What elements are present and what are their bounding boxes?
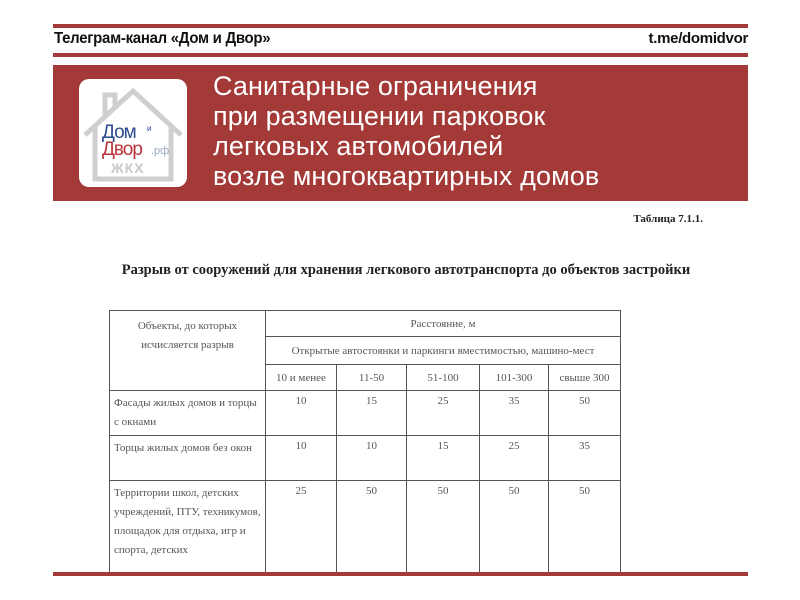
object-cell: Территории школ, детских учреждений, ПТУ, техникумов, площадок для отдыха, игр и спорта, детских — [110, 481, 266, 574]
value-cell: 10 — [337, 436, 407, 481]
distance-table — [109, 310, 621, 574]
table-row — [110, 481, 621, 574]
banner-title-line: при размещении парковок — [213, 101, 546, 131]
value-cell: 10 — [266, 436, 337, 481]
logo-text-dom: Дом — [102, 122, 136, 143]
header-divider — [53, 53, 748, 57]
value-cell: 25 — [266, 481, 337, 574]
logo-text-zhkh: ЖКХ — [111, 160, 145, 176]
header-distance: Расстояние, м — [266, 311, 621, 337]
logo-text-rf: .рф — [151, 145, 170, 157]
value-cell: 50 — [549, 391, 621, 436]
value-cell: 25 — [407, 391, 480, 436]
value-cell: 25 — [480, 436, 549, 481]
table-row — [110, 436, 621, 481]
capacity-header: 11-50 — [337, 365, 407, 391]
logo-text-dvor: Двор — [102, 139, 142, 160]
object-cell: Фасады жилых домов и торцы с окнами — [110, 391, 266, 436]
capacity-header: свыше 300 — [549, 365, 621, 391]
capacity-header: 51-100 — [407, 365, 480, 391]
bottom-divider — [53, 572, 748, 576]
value-cell: 35 — [480, 391, 549, 436]
channel-name: Телеграм-канал «Дом и Двор» — [54, 29, 271, 48]
title-banner — [53, 65, 748, 201]
header-objects: Объекты, до которых исчисляется разрыв — [110, 311, 266, 391]
value-cell: 15 — [337, 391, 407, 436]
table-number: Таблица 7.1.1. — [633, 213, 703, 225]
capacity-header: 10 и менее — [266, 365, 337, 391]
banner-title-line: Санитарные ограничения — [213, 71, 538, 101]
value-cell: 50 — [407, 481, 480, 574]
table-title: Разрыв от сооружений для хранения легкового автотранспорта до объектов застройки — [121, 262, 691, 278]
value-cell: 50 — [337, 481, 407, 574]
value-cell: 35 — [549, 436, 621, 481]
value-cell: 50 — [549, 481, 621, 574]
logo — [79, 79, 187, 187]
capacity-header: 101-300 — [480, 365, 549, 391]
object-cell: Торцы жилых домов без окон — [110, 436, 266, 481]
top-divider — [53, 24, 748, 28]
table-row — [110, 391, 621, 436]
channel-link[interactable]: t.me/domidvor — [648, 30, 748, 47]
value-cell: 10 — [266, 391, 337, 436]
banner-title-line: легковых автомобилей — [213, 131, 504, 161]
value-cell: 15 — [407, 436, 480, 481]
banner-title — [213, 71, 599, 191]
banner-title-line: возле многоквартирных домов — [213, 161, 600, 191]
value-cell: 50 — [480, 481, 549, 574]
logo-text-i: и — [147, 124, 152, 133]
header-parking-type: Открытые автостоянки и паркинги вместимостью, машино-мест — [266, 337, 621, 365]
